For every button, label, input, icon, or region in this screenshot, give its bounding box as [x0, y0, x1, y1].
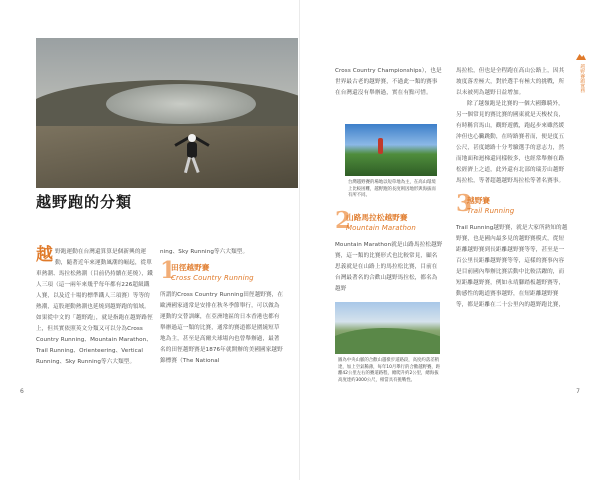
running-head: [576, 52, 586, 93]
page-number-right: 7: [576, 388, 580, 395]
subhead-zh: 越野賽: [467, 196, 491, 205]
photo-slope: [36, 126, 298, 188]
cross-country-column: [160, 247, 284, 367]
subhead-cross-country: [160, 257, 284, 286]
caption-1: 台灣越野賽的場地以短草地為主，在高山環境上比較困難，越野跑的長度則因地形與海拔而有所不同。: [348, 180, 436, 199]
mountain-logo-icon: [576, 52, 586, 60]
intro-paragraph: 野跑運動在台灣還算算是個新興的運動，隨著近年來運動風潮的崛起，從單車熱潮、馬拉松熱潮（目前仍持續在延燒），鐵人三項（這一兩年來幾乎每年都有226超級鐵人賽，以及近十場的標準鐵人三項賽）等等的熱潮，這股運動熱潮也延燒到越野跑的領域。如果從中文的「越野跑」，就是指跑在越野路徑上，但其實依照英文分類又可以分為Cross Country Running、Mountain Marathon、Trail Running、Orienteering、Vertical Running、Sky Running等六大類型。: [36, 249, 153, 365]
right-col2: [456, 66, 568, 311]
cross-country-text: 所謂的Cross Country Running田徑越野賽，在歐洲國家通常是安排在秋冬季節舉行，可以做為運動的交替訓練，在亞洲地區的日本香港也都有舉辦過這一類的比賽，通常的賽道都是圍繞短草地為主，甚至是高爾夫球場內也曾舉辦過，最著名的田徑越野賽是1876年就開辦的美國國家越野錦標賽（The National: [160, 292, 284, 364]
dropcap: 越: [36, 245, 54, 265]
subhead-en: Trail Running: [467, 207, 515, 215]
runner-figure: [176, 134, 206, 174]
mountain-marathon-column: [335, 208, 443, 295]
subhead-zh: 山路馬拉松越野賽: [346, 213, 408, 222]
right-col1-top: [335, 66, 443, 99]
subhead-en: Cross Country Running: [171, 274, 254, 282]
subhead-number: 1: [160, 257, 177, 284]
subhead-zh: 田徑越野賽: [171, 263, 210, 272]
subhead-number: 2: [335, 207, 352, 234]
caption-2: 圖為中央山脈的合歡山越嶺步道路段，高度約落差稍達，加上空氣稀薄，每年10月舉行的合歡越野賽，距離42公里左右的賽道路程，總爬升約2公里，總海拔高度達約3000公尺，相當具有挑戰性。: [338, 358, 441, 383]
subhead-trail-running: [456, 190, 568, 219]
running-head-text: 越野賽跑實務: [579, 64, 585, 93]
right-col1-top-text: Cross Country Championships），也是世界最古老的越野賽，不過此一類的賽事在台灣還沒有舉辦過，實在有點可惜。: [335, 68, 442, 96]
hero-photo-mountain-runner: [36, 38, 298, 188]
photo-hill: [335, 328, 440, 354]
intro-column: [36, 247, 154, 368]
right-col2-top-text: 馬拉松，但也是全程跑在高山公路上，因其坡度落差極大，對於選手有極大的挑戰，所以未被列為越野日益增加。: [456, 68, 565, 96]
page-number-left: 6: [20, 388, 24, 395]
photo-runner: [378, 138, 383, 154]
right-col2-para2: 除了越嶺跑是比賽的一個大國難騎外，另一個常見的賽比賽的國東就是天梭杖良，有時稱宮馬山，觀野遊戲，跑起步來雖然緩沖但也心臟跳動，在時路賽者而，便是度五公尺，甚度總路十分考驗選手的意志力，然而地面和迴梯還同樣較多，也經常舉辦在路松經濟上之道，此外還有北部的瑞芳山越野馬拉松，等著超越越野馬拉松等著名賽事。: [456, 101, 565, 184]
col2-intro: ning、Sky Running等六大類型。: [160, 249, 249, 255]
photo-hills: [335, 302, 440, 354]
photo-crater-lake: [106, 84, 256, 124]
subhead-mountain-marathon: [335, 207, 443, 236]
subhead-en: Mountain Marathon: [346, 224, 416, 232]
mountain-marathon-text: Mountain Marathon就是山路馬拉松越野賽，這一類的比賽形式也比較常見，顧名思義就是在山路上的馬拉松比賽，目前在台灣最著名的合歡山越野馬拉松，都名為越野: [335, 242, 443, 292]
trail-running-text: Trail Running越野賽，就是大家所熟知的越野賽，也是國內最多見的越野賽模式，從短距離越野賽到長距離越野賽等等，甚至是一百公里長距離越野賽等等，這樣的賽事內容是目前國內舉辦比賽活動中比較活躍的，而短距離越野賽，例如永靖腳踏板越野賽等，動感性的跑道賽事越野，在短距離越野賽等，都是距離在二十公里內的越野跑比賽，: [456, 225, 568, 308]
section-title: 越野跑的分類: [36, 193, 133, 211]
subhead-number: 3: [456, 190, 473, 217]
photo-runner-meadow: [345, 124, 437, 176]
